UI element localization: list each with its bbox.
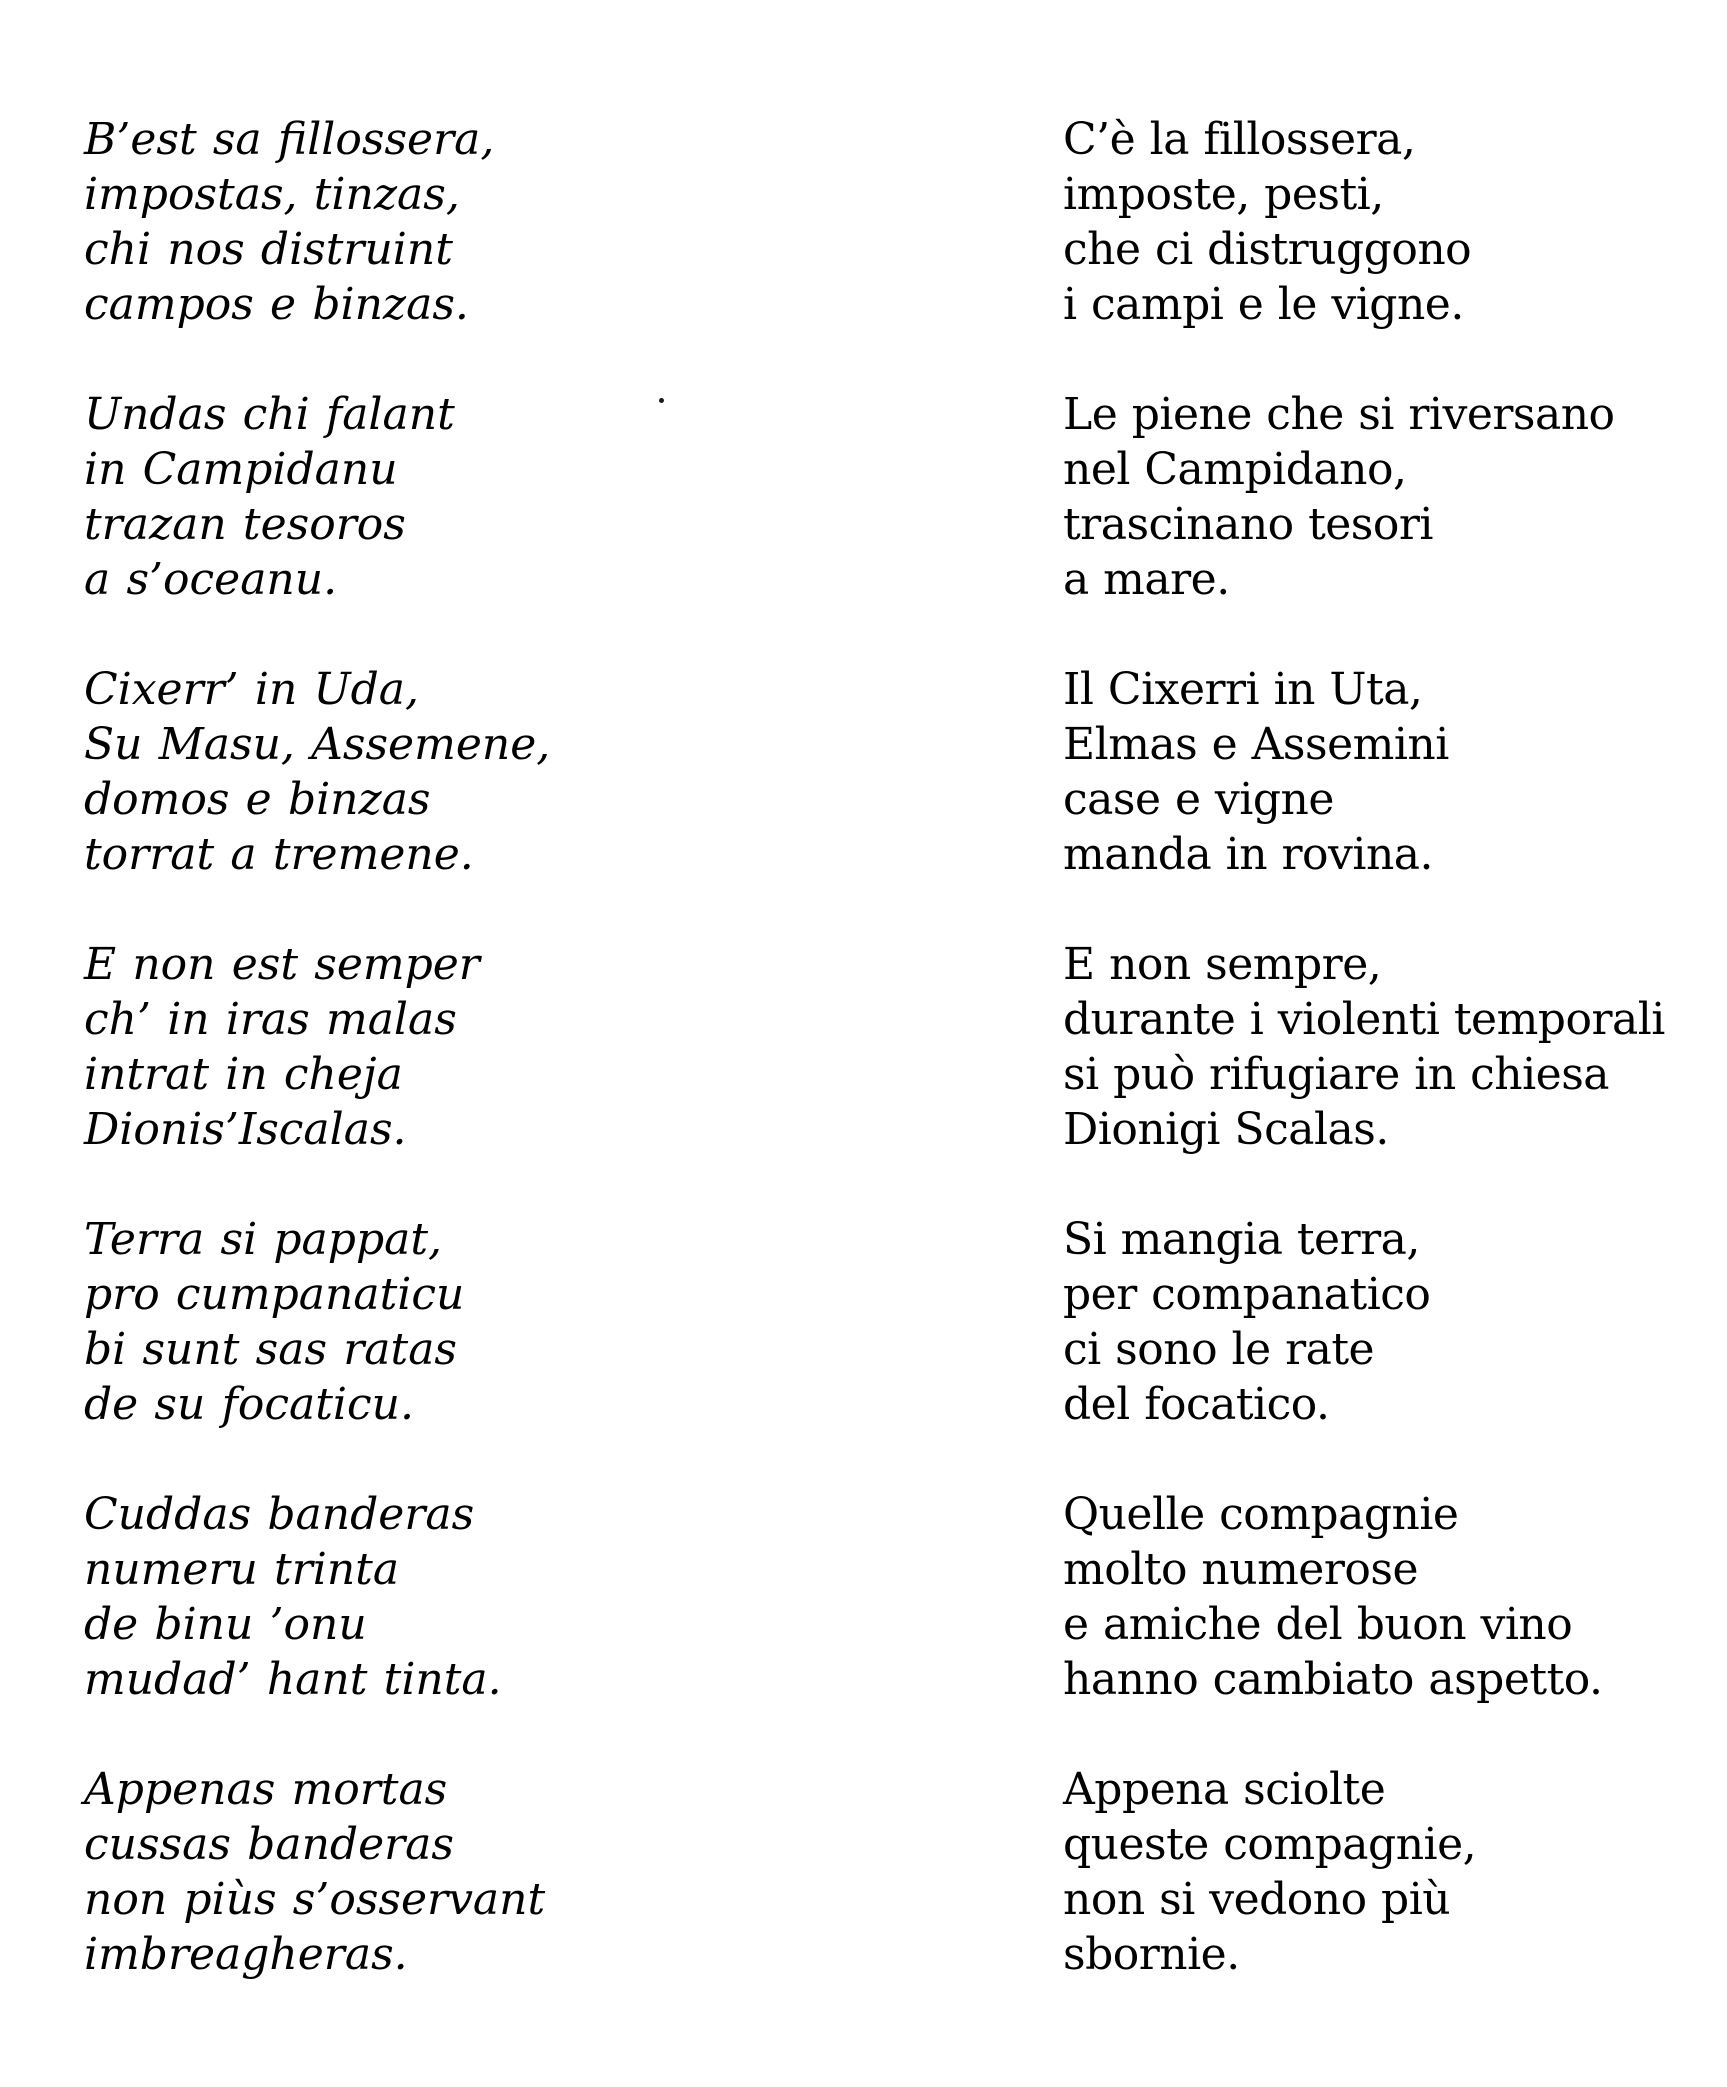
stanza xyxy=(84,1487,550,1707)
poem-line: E non est semper xyxy=(84,939,480,990)
poem-line: in Campidanu xyxy=(84,444,398,495)
stanza xyxy=(84,387,550,607)
poem-line: Il Cixerri in Uta, xyxy=(1063,664,1423,715)
stanza xyxy=(1063,1487,1665,1707)
poem-line: ci sono le rate xyxy=(1063,1324,1375,1375)
poem-line: de su focaticu. xyxy=(84,1379,414,1430)
poem-line: del focatico. xyxy=(1063,1379,1330,1430)
stanza xyxy=(1063,937,1665,1157)
italian-translation-column xyxy=(1063,112,1665,2037)
poem-line: sbornie. xyxy=(1063,1929,1240,1980)
poem-line: Elmas e Assemini xyxy=(1063,719,1449,770)
poem-line: Su Masu, Assemene, xyxy=(84,719,551,770)
poem-line: mudad’ hant tinta. xyxy=(84,1654,502,1705)
stanza xyxy=(84,662,550,882)
poem-line: queste compagnie, xyxy=(1063,1819,1477,1870)
poem-line: che ci distruggono xyxy=(1063,224,1472,275)
stanza xyxy=(1063,112,1665,332)
poem-line: Le piene che si riversano xyxy=(1063,389,1615,440)
poem-line: Dionigi Scalas. xyxy=(1063,1104,1389,1155)
poem-line: i campi e le vigne. xyxy=(1063,279,1464,330)
poem-line: trazan tesoros xyxy=(84,499,406,550)
stanza xyxy=(84,937,550,1157)
poem-line: non si vedono più xyxy=(1063,1874,1451,1925)
poem-line: imbreagheras. xyxy=(84,1929,408,1980)
poem-line: intrat in cheja xyxy=(84,1049,403,1100)
poem-line: per companatico xyxy=(1063,1269,1431,1320)
poem-line: numeru trinta xyxy=(84,1544,400,1595)
stanza xyxy=(1063,1212,1665,1432)
poem-line: Appenas mortas xyxy=(84,1764,448,1815)
poem-line: E non sempre, xyxy=(1063,939,1382,990)
poem-line: nel Campidano, xyxy=(1063,444,1407,495)
poem-line: bi sunt sas ratas xyxy=(84,1324,458,1375)
stanza xyxy=(84,1762,550,1982)
poem-line: Undas chi falant xyxy=(84,389,455,440)
stanza xyxy=(84,112,550,332)
poem-line: a mare. xyxy=(1063,554,1230,605)
poem-line: molto numerose xyxy=(1063,1544,1418,1595)
poem-line: durante i violenti temporali xyxy=(1063,994,1665,1045)
stanza xyxy=(1063,662,1665,882)
poem-line: pro cumpanaticu xyxy=(84,1269,465,1320)
poem-line: torrat a tremene. xyxy=(84,829,474,880)
stanza xyxy=(84,1212,550,1432)
poem-line: Appena sciolte xyxy=(1063,1764,1386,1815)
poem-line: Quelle compagnie xyxy=(1063,1489,1459,1540)
stanza xyxy=(1063,1762,1665,1982)
poem-line: campos e binzas. xyxy=(84,279,469,330)
poem-line: ch’ in iras malas xyxy=(84,994,457,1045)
sardinian-poem-column xyxy=(84,112,550,2037)
poem-line: Cuddas banderas xyxy=(84,1489,475,1540)
poem-line: manda in rovina. xyxy=(1063,829,1434,880)
ink-speck xyxy=(659,398,664,403)
poem-line: trascinano tesori xyxy=(1063,499,1433,550)
poem-line: de binu ’onu xyxy=(84,1599,367,1650)
poem-line: Terra si pappat, xyxy=(84,1214,443,1265)
poem-line: non piùs s’osservant xyxy=(84,1874,546,1925)
poem-line: impostas, tinzas, xyxy=(84,169,460,220)
poem-line: a s’oceanu. xyxy=(84,554,338,605)
poem-line: cussas banderas xyxy=(84,1819,454,1870)
poem-line: Dionis’Iscalas. xyxy=(84,1104,407,1155)
poem-line: hanno cambiato aspetto. xyxy=(1063,1654,1603,1705)
poem-line: e amiche del buon vino xyxy=(1063,1599,1573,1650)
poem-line: Cixerr’ in Uda, xyxy=(84,664,419,715)
stanza xyxy=(1063,387,1665,607)
poem-line: domos e binzas xyxy=(84,774,431,825)
poem-line: case e vigne xyxy=(1063,774,1334,825)
poem-line: B’est sa fillossera, xyxy=(84,114,495,165)
poem-line: Si mangia terra, xyxy=(1063,1214,1420,1265)
poem-line: C’è la fillossera, xyxy=(1063,114,1416,165)
poem-line: si può rifugiare in chiesa xyxy=(1063,1049,1610,1100)
poem-line: imposte, pesti, xyxy=(1063,169,1384,220)
poem-line: chi nos distruint xyxy=(84,224,453,275)
